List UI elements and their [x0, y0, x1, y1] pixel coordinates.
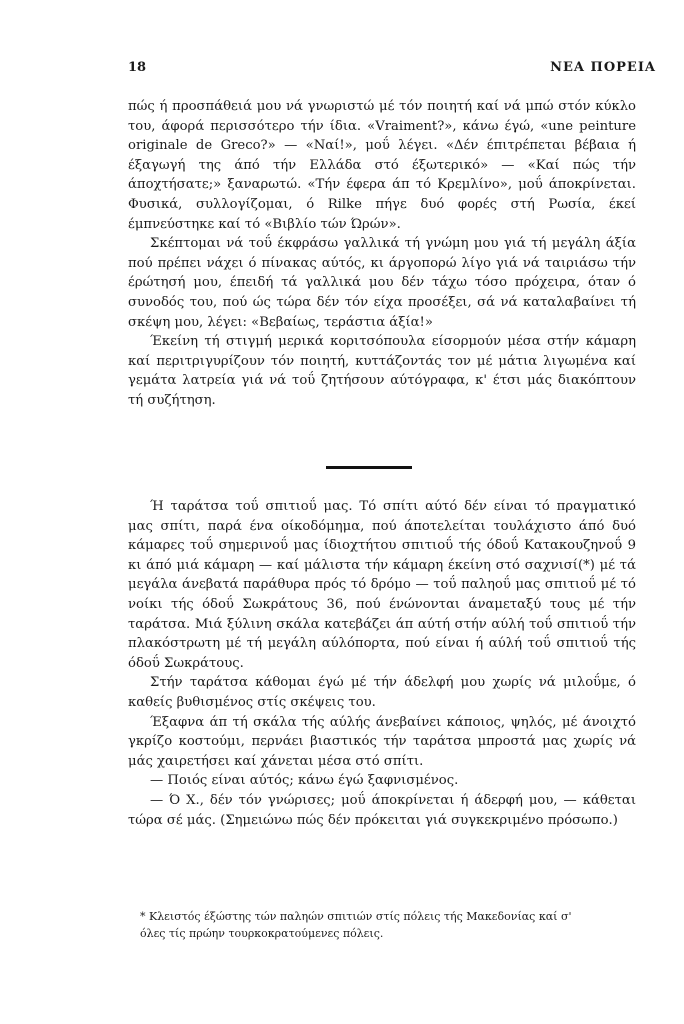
paragraph: Έξαφνα άπ τή σκάλα τής αύλής άνεβαίνει κάποιος, ψηλός, μέ άνοιχτό γκρίζο κοστούμι, περνάει βιαστικός τήν ταράτσα μπροστά μας χωρίς νά μάς χαιρετήσει καί χάνεται μέσα στό σπίτι. [128, 714, 636, 769]
paragraph: Έκείνη τή στιγμή μερικά κοριτσόπουλα είσορμούν μέσα στήν κάμαρη καί περιτριγυρίζουν τόν ποιητή, κυττάζοντάς τον μέ μάτια λιγωμένα καί γεμάτα λατρεία γιά νά τοΰ ζητήσουν αύτόγραφα, κ' έτσι μάς διακόπτουν τή συζήτηση. [128, 334, 636, 408]
paragraph: Σκέπτομαι νά τοΰ έκφράσω γαλλικά τή γνώμη μου γιά τή μεγάλη άξία πού πρέπει νάχει ό πίνακας αύτός, κι άργοπορώ λίγο γιά νά ταιριάσω τήν έρώτησή μου, έπειδή τά γαλλικά μου δέν τάχω τόσο πρόχειρα, όταν ό συνοδός του, πού ώς τώρα δέν τόν είχα προσέξει, σά νά καταλαβαίνει τή σκέψη μου, λέγει: «Βεβαίως, τεράστια άξία!» [128, 236, 636, 330]
footnote-line: όλες τίς πρώην τουρκοκρατούμενες πόλεις. [140, 927, 384, 940]
paragraph: Ή ταράτσα τοΰ σπιτιοΰ μας. Τό σπίτι αύτό δέν είναι τό πραγματικό μας σπίτι, παρά ένα οίκοδόμημα, πού άποτελείται τουλάχιστο άπό δυό κάμαρες τοΰ σημερινοΰ μας ίδιοχτήτου σπιτιοΰ τής όδοΰ Κατακουζηνοΰ 9 κι άπό μιά κάμαρη — καί μάλιστα τήν κάμαρη έκείνη στό σαχνισί(*) μέ τά μεγάλα άνεβατά παράθυρα πρός τό δρόμο — τοΰ παληοΰ μας σπιτιοΰ μέ τό νοίκι τής όδοΰ Σωκράτους 36, πού ένώνονται άναμεταξύ τους μέ τήν ταράτσα. Μιά ξύλινη σκάλα κατεβάζει άπ αύτή στήν αύλή τοΰ σπιτιοΰ τήν πλακόστρωτη μέ τή μεγάλη αύλόπορτα, πού είναι ή αύλή τοΰ σπιτιοΰ τής όδοΰ Σωκράτους. [128, 499, 636, 671]
text-block-second [128, 497, 636, 830]
paragraph: πώς ή προσπάθειά μου νά γνωριστώ μέ τόν ποιητή καί νά μπώ στόν κύκλο του, άφορά περισσότερο τήν ίδια. «Vraiment?», κάνω έγώ, «une peinture originale de Greco?» — «Ναί!», μοΰ λέγει. «Δέν έπιτρέπεται βέβαια ή έξαγωγή της άπό τήν Ελλάδα στό έξωτερικό» — «Καί πώς τήν άποχτήσατε;» ξαναρωτώ. «Τήν έφερα άπ τό Κρεμλίνο», μοΰ άποκρίνεται. Φυσικά, συλλογίζομαι, ό Rilke πήγε δυό φορές στή Ρωσία, έκεί έμπνεύστηκε καί τό «Βιβλίο τών Ώρών». [128, 99, 636, 232]
paragraph: — Ό Χ., δέν τόν γνώρισες; μοΰ άποκρίνεται ή άδερφή μου, — κάθεται τώρα σέ μάς. (Σημειώνω πώς δέν πρόκειται γιά συγκεκριμένο πρόσωπο.) [128, 792, 636, 828]
footnote-line: * Κλειστός έξώστης τών παληών σπιτιών στίς πόλεις τής Μακεδονίας καί σ' [140, 910, 572, 923]
paragraph: — Ποιός είναι αύτός; κάνω έγώ ξαφνισμένος. [150, 773, 459, 789]
text-block-first [128, 97, 636, 411]
section-divider [326, 466, 412, 469]
paragraph: Στήν ταράτσα κάθομαι έγώ μέ τήν άδελφή μου χωρίς νά μιλοΰμε, ό καθείς βυθισμένος στίς σκέψεις του. [128, 675, 636, 710]
footnote [140, 908, 640, 942]
running-head: ΝΕΑ ΠΟΡΕΙΑ [550, 60, 656, 75]
page-number: 18 [128, 60, 147, 75]
